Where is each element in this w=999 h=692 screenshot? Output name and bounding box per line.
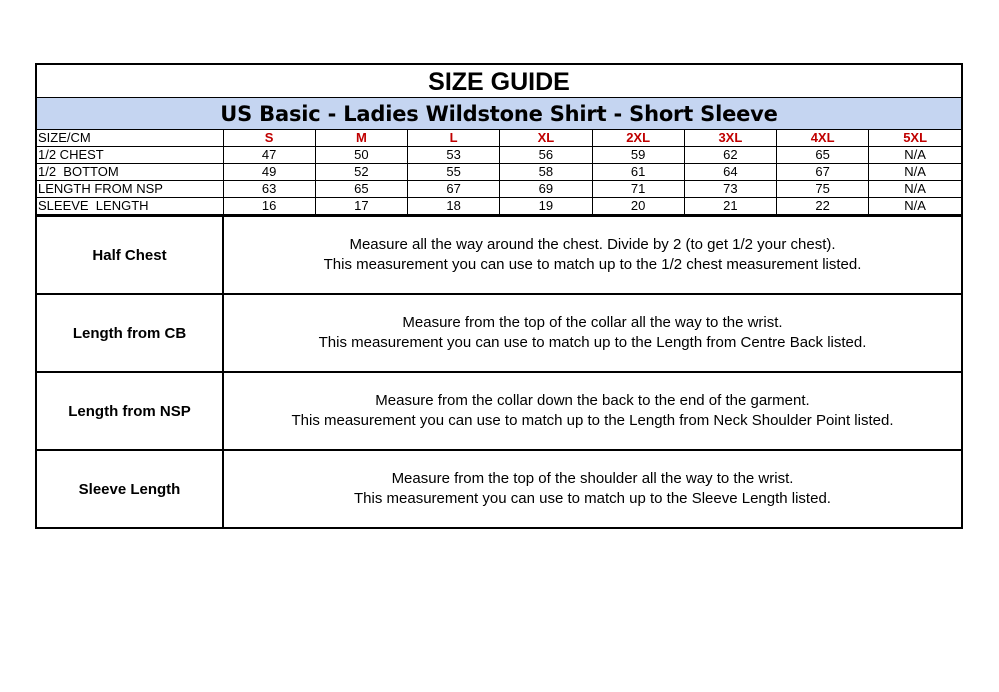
table-cell: N/A <box>869 147 961 164</box>
table-cell: 19 <box>500 198 592 215</box>
size-header-s: S <box>223 130 315 147</box>
table-row <box>37 181 961 198</box>
description-line: Measure all the way around the chest. Divide by 2 (to get 1/2 your chest). <box>349 236 836 253</box>
description-label: Length from NSP <box>37 373 224 449</box>
description-line: This measurement you can use to match up to the 1/2 chest measurement listed. <box>323 256 862 273</box>
size-header-4xl: 4XL <box>777 130 869 147</box>
table-cell: N/A <box>869 164 961 181</box>
size-header-2xl: 2XL <box>592 130 684 147</box>
size-header-5xl: 5XL <box>869 130 961 147</box>
table-cell: 21 <box>684 198 776 215</box>
table-cell: 16 <box>223 198 315 215</box>
row-label: 1/2 BOTTOM <box>37 164 223 181</box>
table-cell: 75 <box>777 181 869 198</box>
table-cell: 49 <box>223 164 315 181</box>
table-row <box>37 164 961 181</box>
table-cell: 63 <box>223 181 315 198</box>
table-cell: 58 <box>500 164 592 181</box>
description-length-nsp <box>37 371 961 449</box>
row-label: LENGTH FROM NSP <box>37 181 223 198</box>
description-line: Measure from the collar down the back to the end of the garment. <box>375 392 810 409</box>
description-text <box>224 217 961 293</box>
description-line: Measure from the top of the shoulder all the way to the wrist. <box>391 470 794 487</box>
table-cell: N/A <box>869 181 961 198</box>
description-text <box>224 295 961 371</box>
table-cell: 61 <box>592 164 684 181</box>
table-cell: 67 <box>777 164 869 181</box>
description-half-chest <box>37 215 961 293</box>
description-line: This measurement you can use to match up to the Length from Centre Back listed. <box>318 334 867 351</box>
table-cell: 73 <box>684 181 776 198</box>
table-cell: 22 <box>777 198 869 215</box>
table-cell: 53 <box>408 147 500 164</box>
table-cell: 52 <box>315 164 407 181</box>
description-label: Half Chest <box>37 217 224 293</box>
table-cell: 17 <box>315 198 407 215</box>
size-header-xl: XL <box>500 130 592 147</box>
table-cell: 55 <box>408 164 500 181</box>
size-header-label: SIZE/CM <box>37 130 223 147</box>
size-guide-frame <box>35 63 963 529</box>
description-line: This measurement you can use to match up to the Sleeve Length listed. <box>354 490 831 507</box>
product-subtitle: US Basic - Ladies Wildstone Shirt - Short Sleeve <box>37 98 961 130</box>
table-cell: 47 <box>223 147 315 164</box>
table-cell: 64 <box>684 164 776 181</box>
page-title: SIZE GUIDE <box>37 65 961 98</box>
size-header-row <box>37 130 961 147</box>
size-table <box>37 130 961 215</box>
size-header-l: L <box>408 130 500 147</box>
description-text <box>224 451 961 527</box>
description-line: This measurement you can use to match up to the Length from Neck Shoulder Point listed. <box>291 412 894 429</box>
table-cell: 67 <box>408 181 500 198</box>
table-cell: 65 <box>777 147 869 164</box>
table-cell: 18 <box>408 198 500 215</box>
table-cell: 69 <box>500 181 592 198</box>
table-cell: 71 <box>592 181 684 198</box>
description-label: Sleeve Length <box>37 451 224 527</box>
description-line: Measure from the top of the collar all the way to the wrist. <box>402 314 783 331</box>
description-text <box>224 373 961 449</box>
size-header-m: M <box>315 130 407 147</box>
table-row <box>37 147 961 164</box>
description-length-cb <box>37 293 961 371</box>
table-cell: N/A <box>869 198 961 215</box>
table-cell: 62 <box>684 147 776 164</box>
size-header-3xl: 3XL <box>684 130 776 147</box>
table-cell: 65 <box>315 181 407 198</box>
row-label: 1/2 CHEST <box>37 147 223 164</box>
table-row <box>37 198 961 215</box>
row-label: SLEEVE LENGTH <box>37 198 223 215</box>
table-cell: 50 <box>315 147 407 164</box>
table-cell: 59 <box>592 147 684 164</box>
description-label: Length from CB <box>37 295 224 371</box>
table-cell: 20 <box>592 198 684 215</box>
table-cell: 56 <box>500 147 592 164</box>
description-sleeve-length <box>37 449 961 527</box>
